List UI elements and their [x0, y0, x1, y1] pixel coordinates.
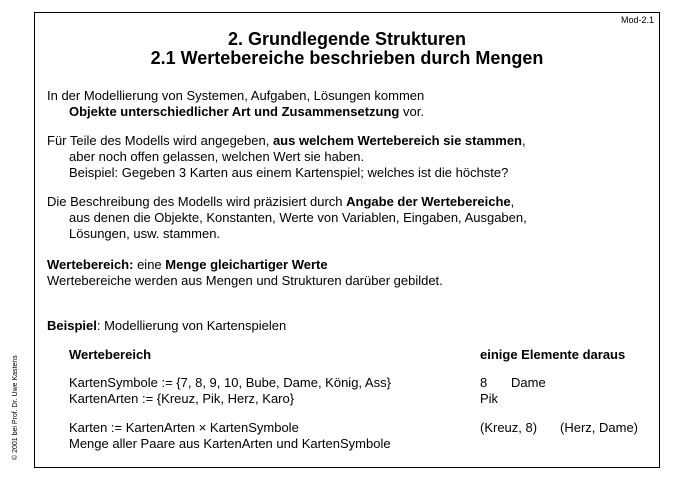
- chapter-title: 2. Grundlegende Strukturen: [227, 29, 467, 49]
- copyright-note: © 2001 bei Prof. Dr. Uwe Kastens: [12, 355, 19, 460]
- row1-elem2: Dame: [511, 375, 546, 390]
- example-heading: [47, 318, 286, 334]
- para1-line2: [69, 104, 424, 120]
- row1-def: KartenSymbole := {7, 8, 9, 10, Bube, Dame, König, Ass}: [69, 375, 391, 390]
- row3-elem2: (Herz, Dame): [560, 420, 639, 435]
- para2-line3: Beispiel: Gegeben 3 Karten aus einem Kartenspiel; welches ist die höchste?: [69, 165, 509, 180]
- para3-end: ,: [510, 194, 515, 209]
- para2-start: Für Teile des Modells wird angegeben,: [47, 133, 273, 148]
- para1-end: vor.: [399, 104, 424, 119]
- para2-line2: aber noch offen gelassen, welchen Wert sie haben.: [69, 149, 365, 164]
- example-label: Beispiel: [47, 318, 97, 333]
- definition-bold: Menge gleichartiger Werte: [165, 257, 328, 272]
- para3-bold: Angabe der Wertebereiche: [346, 194, 511, 209]
- col-head-left: Wertebereich: [69, 347, 152, 362]
- example-note: Menge aller Paare aus KartenArten und KartenSymbole: [69, 436, 391, 451]
- definition-line2: Wertebereiche werden aus Mengen und Strukturen darüber gebildet.: [47, 273, 443, 288]
- row2-def: KartenArten := {Kreuz, Pik, Herz, Karo}: [69, 391, 295, 406]
- para3-line3: Lösungen, usw. stammen.: [69, 226, 221, 241]
- section-title: 2.1 Wertebereiche beschrieben durch Mengen: [150, 48, 544, 68]
- definition-line1: [47, 257, 328, 273]
- definition-mid: eine: [133, 257, 166, 272]
- para2-bold: aus welchem Wertebereich sie stammen: [272, 133, 522, 148]
- row3-elem1: (Kreuz, 8): [480, 420, 538, 435]
- definition-term: Wertebereich:: [47, 257, 134, 272]
- para3-start: Die Beschreibung des Modells wird präzisiert durch: [47, 194, 347, 209]
- para1-line1: In der Modellierung von Systemen, Aufgaben, Lösungen kommen: [47, 88, 425, 103]
- example-text: : Modellierung von Kartenspielen: [96, 318, 287, 333]
- para1-bold: Objekte unterschiedlicher Art und Zusammensetzung: [69, 104, 400, 119]
- row3-def: Karten := KartenArten × KartenSymbole: [69, 420, 299, 435]
- para3-line2: aus denen die Objekte, Konstanten, Werte von Variablen, Eingaben, Ausgaben,: [69, 210, 527, 225]
- para2-end: ,: [522, 133, 526, 148]
- col-head-right: einige Elemente daraus: [480, 347, 626, 362]
- slide-id: Mod-2.1: [620, 15, 654, 25]
- row2-elem1: Pik: [480, 391, 499, 406]
- para3-line1: [47, 194, 514, 210]
- row1-elem1: 8: [480, 375, 488, 390]
- para2-line1: [47, 133, 526, 149]
